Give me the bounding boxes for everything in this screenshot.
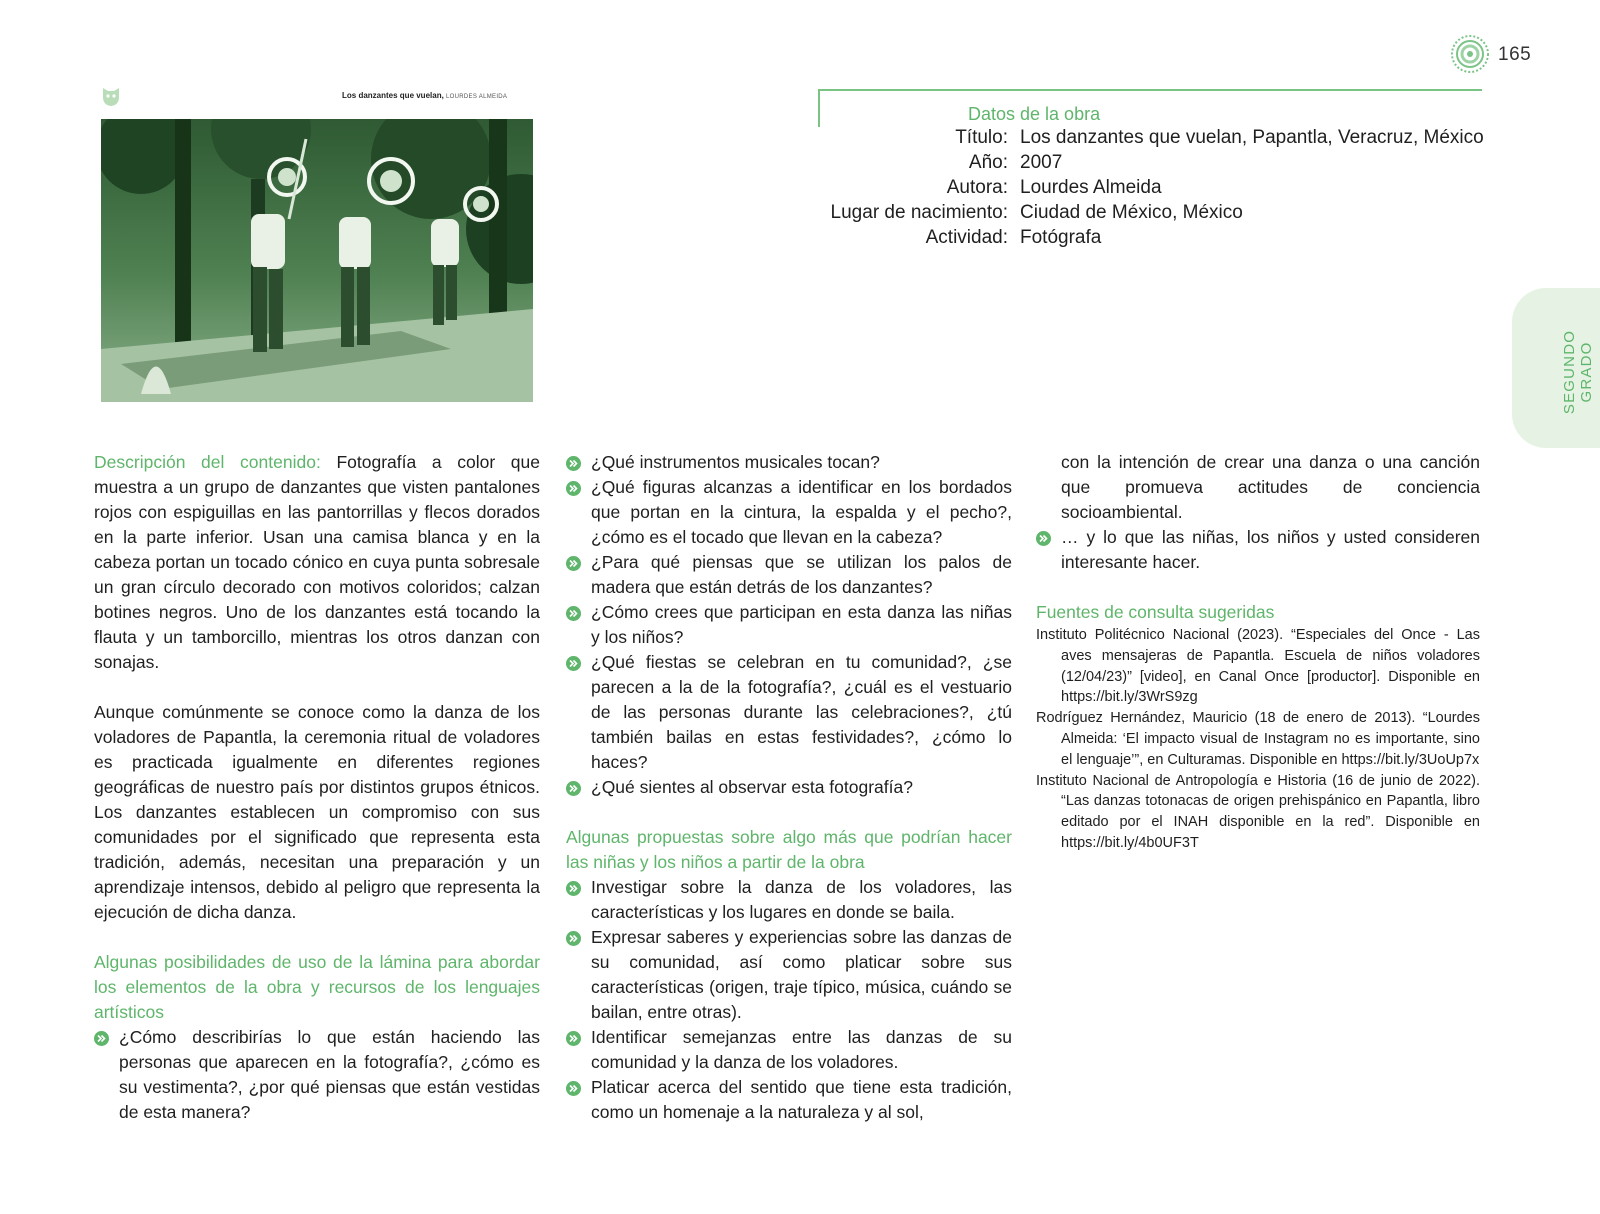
double-chevron-circle-icon	[566, 931, 581, 946]
double-chevron-circle-icon	[566, 1031, 581, 1046]
list-item	[1036, 525, 1480, 575]
list-item	[566, 1025, 1012, 1075]
list-item	[566, 450, 1012, 475]
list-item-text: Platicar acerca del sentido que tiene esta tradición, como un homenaje a la naturaleza y al sol,	[591, 1077, 1012, 1122]
list-item	[566, 550, 1012, 600]
work-data-heading: Datos de la obra	[968, 104, 1101, 124]
work-row-year	[800, 152, 1520, 178]
list-item-text: ¿Qué instrumentos musicales tocan?	[591, 452, 880, 472]
description-label: Descripción del contenido:	[94, 452, 321, 472]
double-chevron-circle-icon	[94, 1031, 109, 1046]
work-row-author	[800, 177, 1520, 203]
question-list	[94, 1025, 540, 1125]
list-item	[566, 650, 1012, 775]
work-row-title	[800, 127, 1520, 153]
source-entry: Instituto Nacional de Antropología e Historia (16 de junio de 2022). “Las danzas totonacas de origen prehispánico en Papantla, libro editado por el INAH disponible en la red”. Disponible en https://bit.ly/4b0UF3T	[1036, 772, 1480, 851]
column-1	[94, 450, 540, 1125]
double-chevron-circle-icon	[566, 781, 581, 796]
work-value: Los danzantes que vuelan, Papantla, Veracruz, México	[1020, 127, 1484, 148]
sources-heading: Fuentes de consulta sugeridas	[1036, 602, 1275, 622]
work-row-birthplace	[800, 202, 1520, 228]
plate-caption	[342, 91, 507, 100]
source-entry: Instituto Politécnico Nacional (2023). “Especiales del Once - Las aves mensajeras de Papantla. Escuela de niños voladores (12/04/23)” [video], en Canal Once [productor]. Disponible en https://bit.ly/3WrS9zg	[1036, 627, 1480, 706]
list-item	[566, 1075, 1012, 1125]
caption-title: Los danzantes que vuelan,	[342, 91, 444, 100]
list-item-text: ¿Qué figuras alcanzas a identificar en los bordados que portan en la cintura, la espalda y el pecho?, ¿cómo es el tocado que llevan en la cabeza?	[591, 477, 1012, 547]
double-chevron-circle-icon	[566, 881, 581, 896]
double-chevron-circle-icon	[566, 481, 581, 496]
list-item-text: ¿Qué fiestas se celebran en tu comunidad?, ¿se parecen a la de la fotografía?, ¿cuál es el vestuario de las personas durante las celebraciones?, ¿tú también bailas en estas festividades?, ¿cómo lo haces?	[591, 652, 1012, 772]
double-chevron-circle-icon	[566, 456, 581, 471]
grade-tab-label: SEGUNDO GRADO	[1561, 329, 1595, 415]
description-text: Fotografía a color que muestra a un grupo de danzantes que visten pantalones rojos con espiguillas en las pantorrillas y flecos dorados en la parte inferior. Usan una camisa blanca y en la cabeza portan un tocado cónico en cuya punta sobresale un gran círculo decorado con motivos coloridos; calzan botines negros. Uno de los danzantes está tocando la flauta y un tamborcillo, mientras los otros danzan con sonajas.	[94, 452, 540, 672]
column-2	[566, 450, 1012, 1125]
work-row-activity	[800, 227, 1520, 253]
work-label: Lugar de nacimiento:	[830, 202, 1008, 223]
proposal-list-continued	[1036, 525, 1480, 575]
sun-spiral-icon	[1450, 34, 1490, 74]
list-item-text: Identificar semejanzas entre las danzas de su comunidad y la danza de los voladores.	[591, 1027, 1012, 1072]
list-item	[94, 1025, 540, 1125]
list-item-text: Expresar saberes y experiencias sobre las danzas de su comunidad, así como platicar sobre sus características (origen, traje típico, música, cuándo se bailan, entre otras).	[591, 927, 1012, 1022]
list-item-text: Investigar sobre la danza de los voladores, las características y los lugares en donde se baila.	[591, 877, 1012, 922]
work-label: Autora:	[946, 177, 1008, 198]
work-label: Título:	[955, 127, 1008, 148]
list-item-text: … y lo que las niñas, los niños y usted consideren interesante hacer.	[1061, 527, 1480, 572]
column-3	[1036, 450, 1480, 854]
page-number: 165	[1498, 44, 1532, 65]
list-item	[566, 875, 1012, 925]
work-label: Año:	[968, 152, 1008, 173]
work-value: Ciudad de México, México	[1020, 202, 1243, 223]
double-chevron-circle-icon	[566, 1081, 581, 1096]
list-item	[566, 600, 1012, 650]
list-item-text: ¿Qué sientes al observar esta fotografía?	[591, 777, 913, 797]
description-paragraph	[94, 450, 540, 675]
work-value: Lourdes Almeida	[1020, 177, 1162, 198]
section-heading: Algunas posibilidades de uso de la lámina para abordar los elementos de la obra y recursos de los lenguajes artísticos	[94, 952, 540, 1022]
list-item	[566, 925, 1012, 1025]
proposal-list	[566, 875, 1012, 1125]
paragraph: Aunque comúnmente se conoce como la danza de los voladores de Papantla, la ceremonia ritual de voladores es practicada igualmente en diferentes regiones geográficas de nuestro país por distintos grupos étnicos. Los danzantes establecen un compromiso con sus comunidades por el significado que representa esta tradición, además, necesitan una preparación y un aprendizaje intensos, debido al peligro que representa la ejecución de dicha danza.	[94, 702, 540, 922]
work-data-frame	[818, 89, 1482, 127]
caption-author: LOURDES ALMEIDA	[446, 94, 508, 100]
list-item	[566, 475, 1012, 550]
double-chevron-circle-icon	[566, 556, 581, 571]
double-chevron-circle-icon	[566, 656, 581, 671]
list-item-text: ¿Cómo describirías lo que están haciendo las personas que aparecen en la fotografía?, ¿cómo es su vestimenta?, ¿por qué piensas que están vestidas de esta manera?	[119, 1027, 540, 1122]
dancers-photo	[101, 119, 533, 402]
list-item-text: ¿Para qué piensas que se utilizan los palos de madera que están detrás de los danzantes?	[591, 552, 1012, 597]
section-heading: Algunas propuestas sobre algo más que podrían hacer las niñas y los niños a partir de la obra	[566, 827, 1012, 872]
double-chevron-circle-icon	[1036, 531, 1051, 546]
continued-text: con la intención de crear una danza o una canción que promueva actitudes de conciencia socioambiental.	[1061, 452, 1480, 522]
list-item-text: ¿Cómo crees que participan en esta danza las niñas y los niños?	[591, 602, 1012, 647]
mask-icon	[100, 85, 122, 107]
work-value: Fotógrafa	[1020, 227, 1102, 248]
source-entry: Rodríguez Hernández, Mauricio (18 de enero de 2013). “Lourdes Almeida: ‘El impacto visual de Instagram no es importante, sino el lenguaje’”, en Culturamas. Disponible en https://bit.ly/3UoUp7x	[1036, 710, 1480, 768]
list-item	[566, 775, 1012, 800]
work-label: Actividad:	[925, 227, 1008, 248]
question-list	[566, 450, 1012, 800]
double-chevron-circle-icon	[566, 606, 581, 621]
work-value: 2007	[1020, 152, 1063, 173]
